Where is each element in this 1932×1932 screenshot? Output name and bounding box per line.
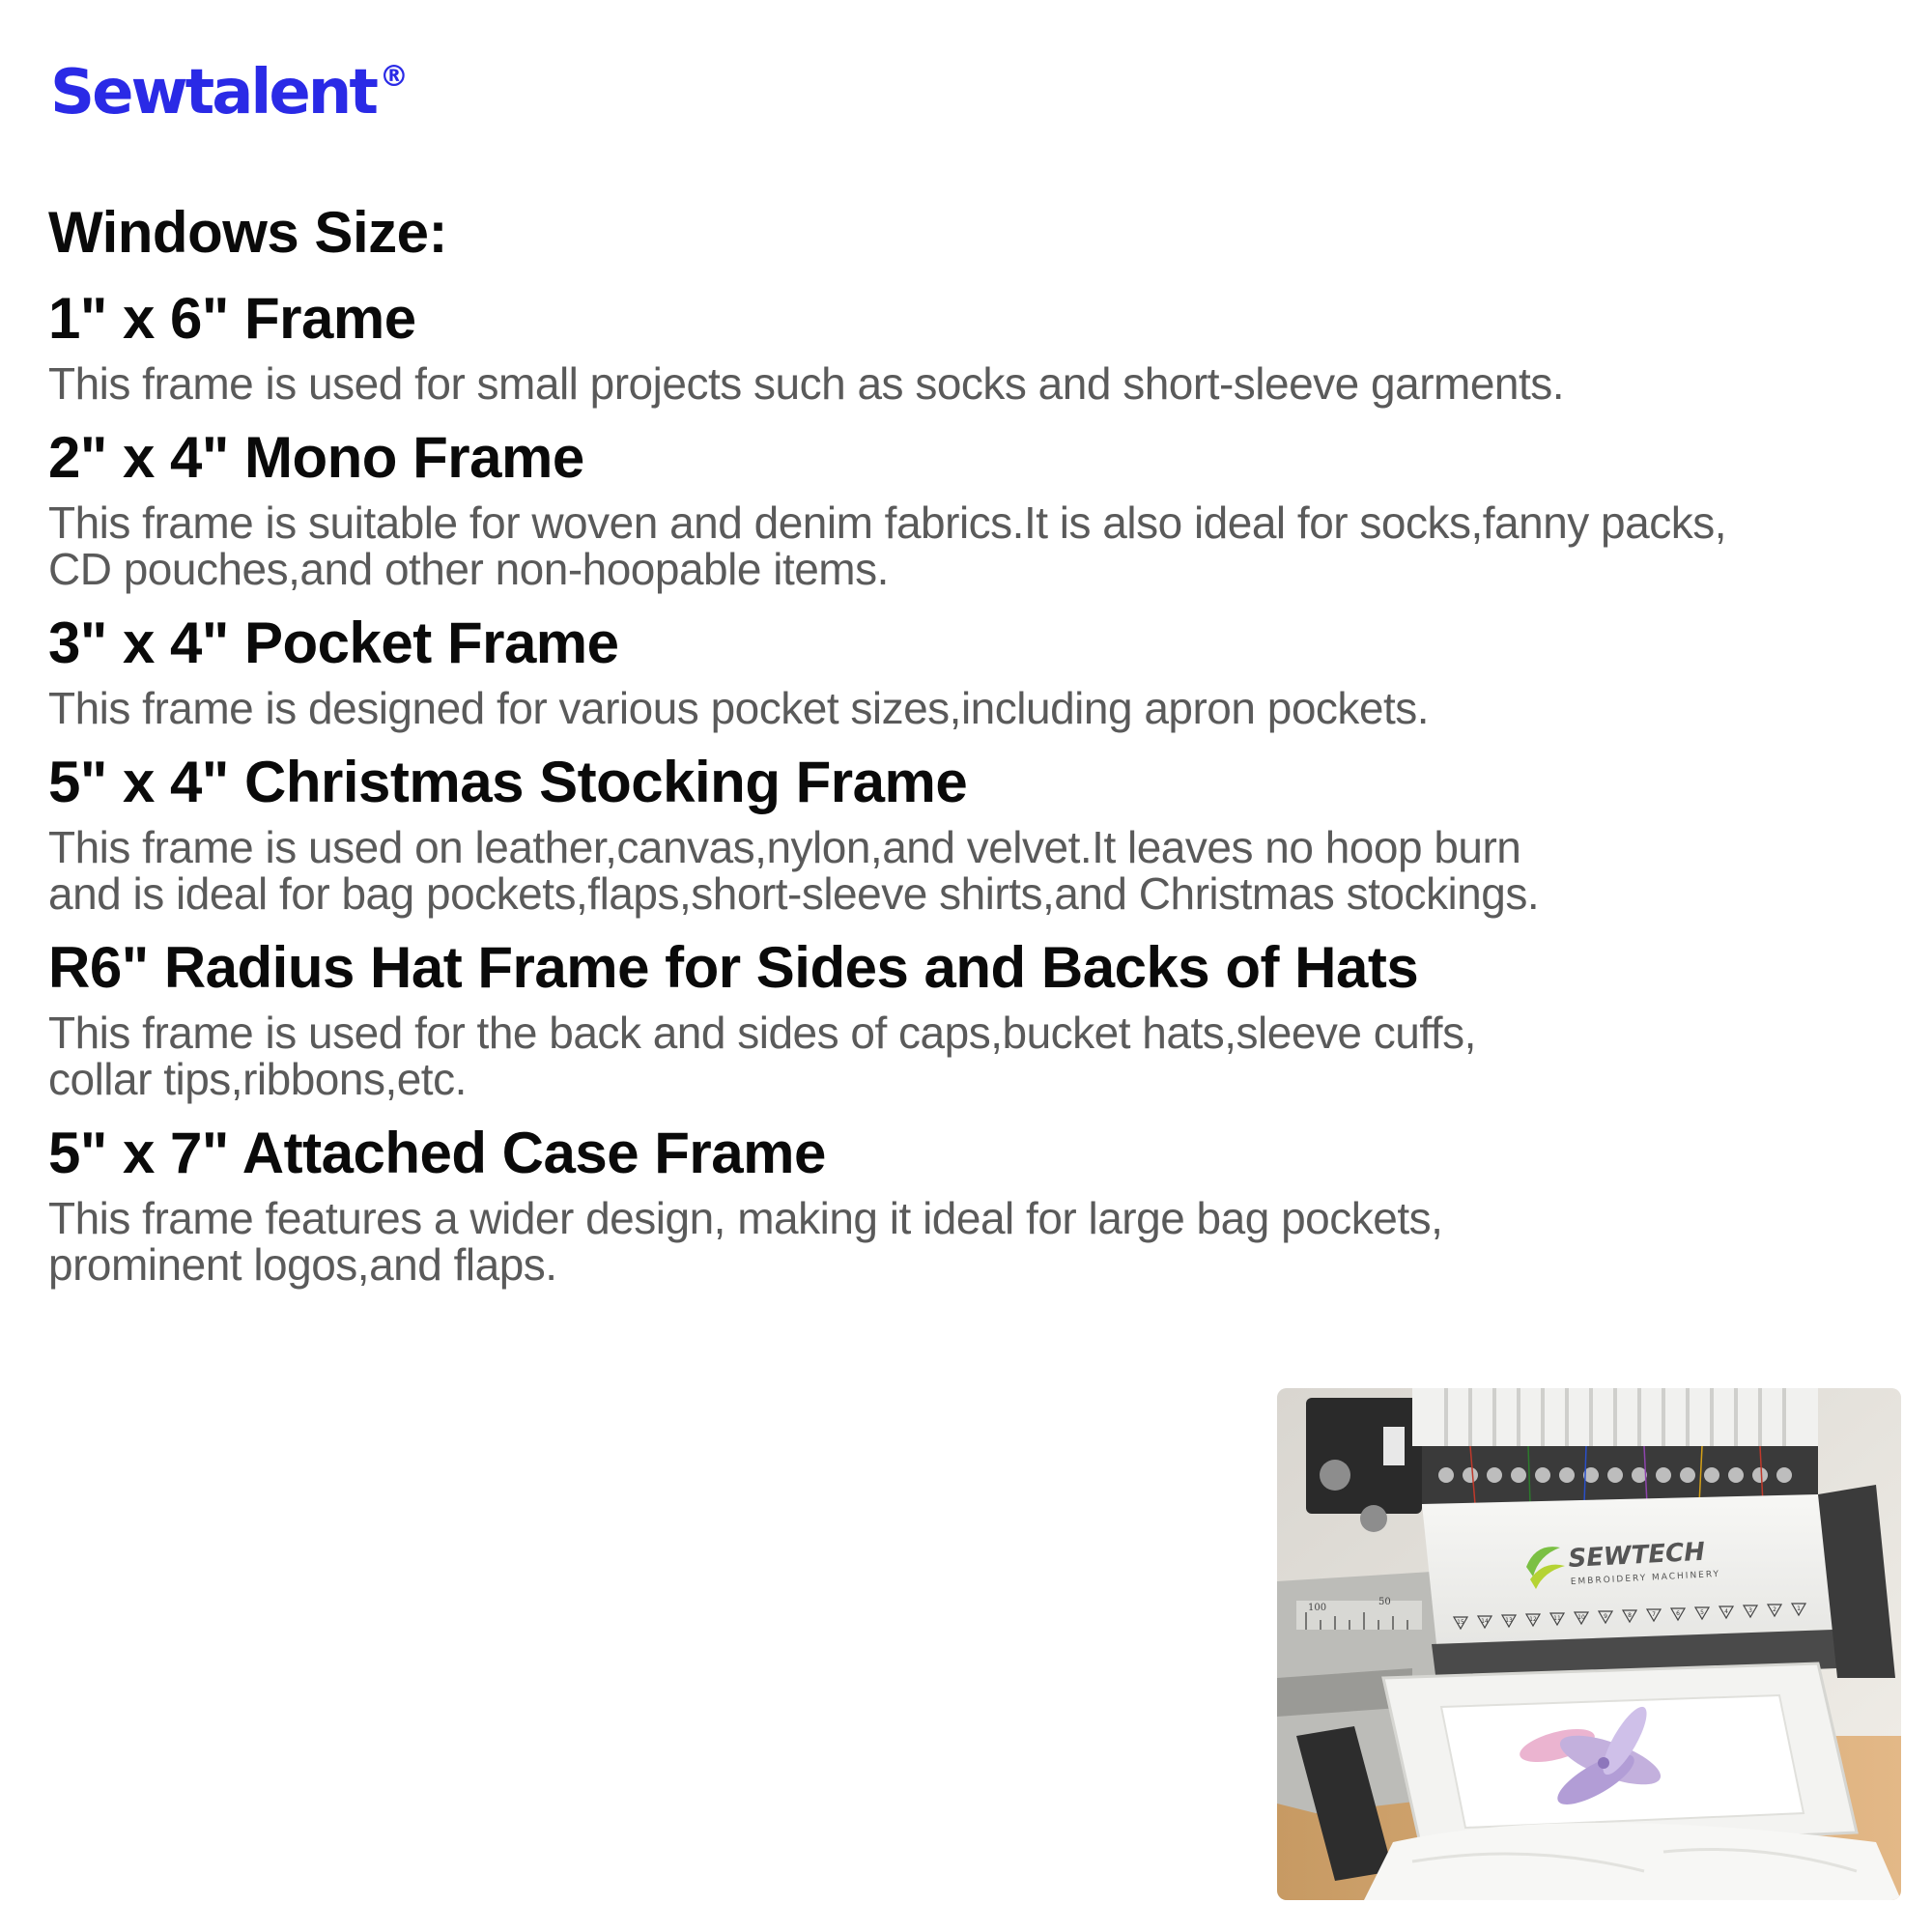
machine-subtitle: EMBROIDERY MACHINERY — [1570, 1569, 1721, 1587]
needle-number: 5 — [1700, 1609, 1704, 1616]
needle-number: 13 — [1505, 1617, 1513, 1624]
registered-mark: ® — [379, 60, 409, 94]
frame-title: 2" x 4" Mono Frame — [48, 425, 584, 490]
embroidery-machine-photo — [1277, 1388, 1901, 1900]
frame-title: R6" Radius Hat Frame for Sides and Backs of Hats — [48, 935, 1419, 1000]
frame-description: This frame is used for small projects such as socks and short-sleeve garments. — [48, 358, 1565, 409]
frame-description: This frame is suitable for woven and denim fabrics.It is also ideal for socks,fanny packs, CD pouches,and other non-hoopable items. — [48, 497, 1727, 594]
frame-item — [48, 1118, 1893, 1288]
frame-title: 3" x 4" Pocket Frame — [48, 611, 619, 675]
frame-item — [48, 747, 1893, 917]
frame-description: This frame features a wider design, making it ideal for large bag pockets, prominent logos,and flaps. — [48, 1193, 1443, 1290]
frame-title: 1" x 6" Frame — [48, 286, 416, 351]
machine-brand: SEWTECH — [1567, 1537, 1706, 1574]
needle-number: 1 — [1797, 1605, 1801, 1612]
frame-list — [48, 198, 1893, 1288]
frame-title: 5" x 7" Attached Case Frame — [48, 1121, 826, 1185]
brand-logo — [50, 57, 409, 128]
ruler-label: 100 — [1308, 1603, 1327, 1613]
frame-description: This frame is used for the back and sides of caps,bucket hats,sleeve cuffs, collar tips,ribbons,etc. — [48, 1008, 1476, 1104]
ruler-label: 50 — [1378, 1597, 1391, 1607]
needle-number: 15 — [1457, 1619, 1464, 1626]
needle-number: 7 — [1652, 1611, 1656, 1618]
brand-name: Sewtalent — [50, 57, 376, 128]
frame-title: 5" x 4" Christmas Stocking Frame — [48, 750, 968, 814]
frame-item — [48, 608, 1893, 731]
frame-item — [48, 422, 1893, 592]
needle-number: 11 — [1553, 1615, 1561, 1622]
frame-description: This frame is designed for various pocket sizes,including apron pockets. — [48, 683, 1430, 733]
needle-number: 10 — [1577, 1614, 1585, 1621]
needle-number: 4 — [1724, 1608, 1728, 1615]
needle-number: 14 — [1481, 1618, 1489, 1625]
machine-illustration — [1277, 1388, 1901, 1900]
frame-description: This frame is used on leather,canvas,nylon,and velvet.It leaves no hoop burn and is ideal for bag pockets,flaps,short-sleeve shirts,and Christmas stockings. — [48, 822, 1540, 919]
needle-number: 9 — [1604, 1613, 1607, 1620]
page-heading: Windows Size: — [48, 200, 447, 265]
needle-number: 2 — [1773, 1606, 1776, 1613]
needle-number: 6 — [1676, 1610, 1680, 1617]
frame-item — [48, 932, 1893, 1102]
needle-number: 3 — [1748, 1607, 1752, 1614]
needle-number: 12 — [1529, 1616, 1537, 1623]
frame-item — [48, 283, 1893, 407]
needle-number: 8 — [1628, 1612, 1632, 1619]
